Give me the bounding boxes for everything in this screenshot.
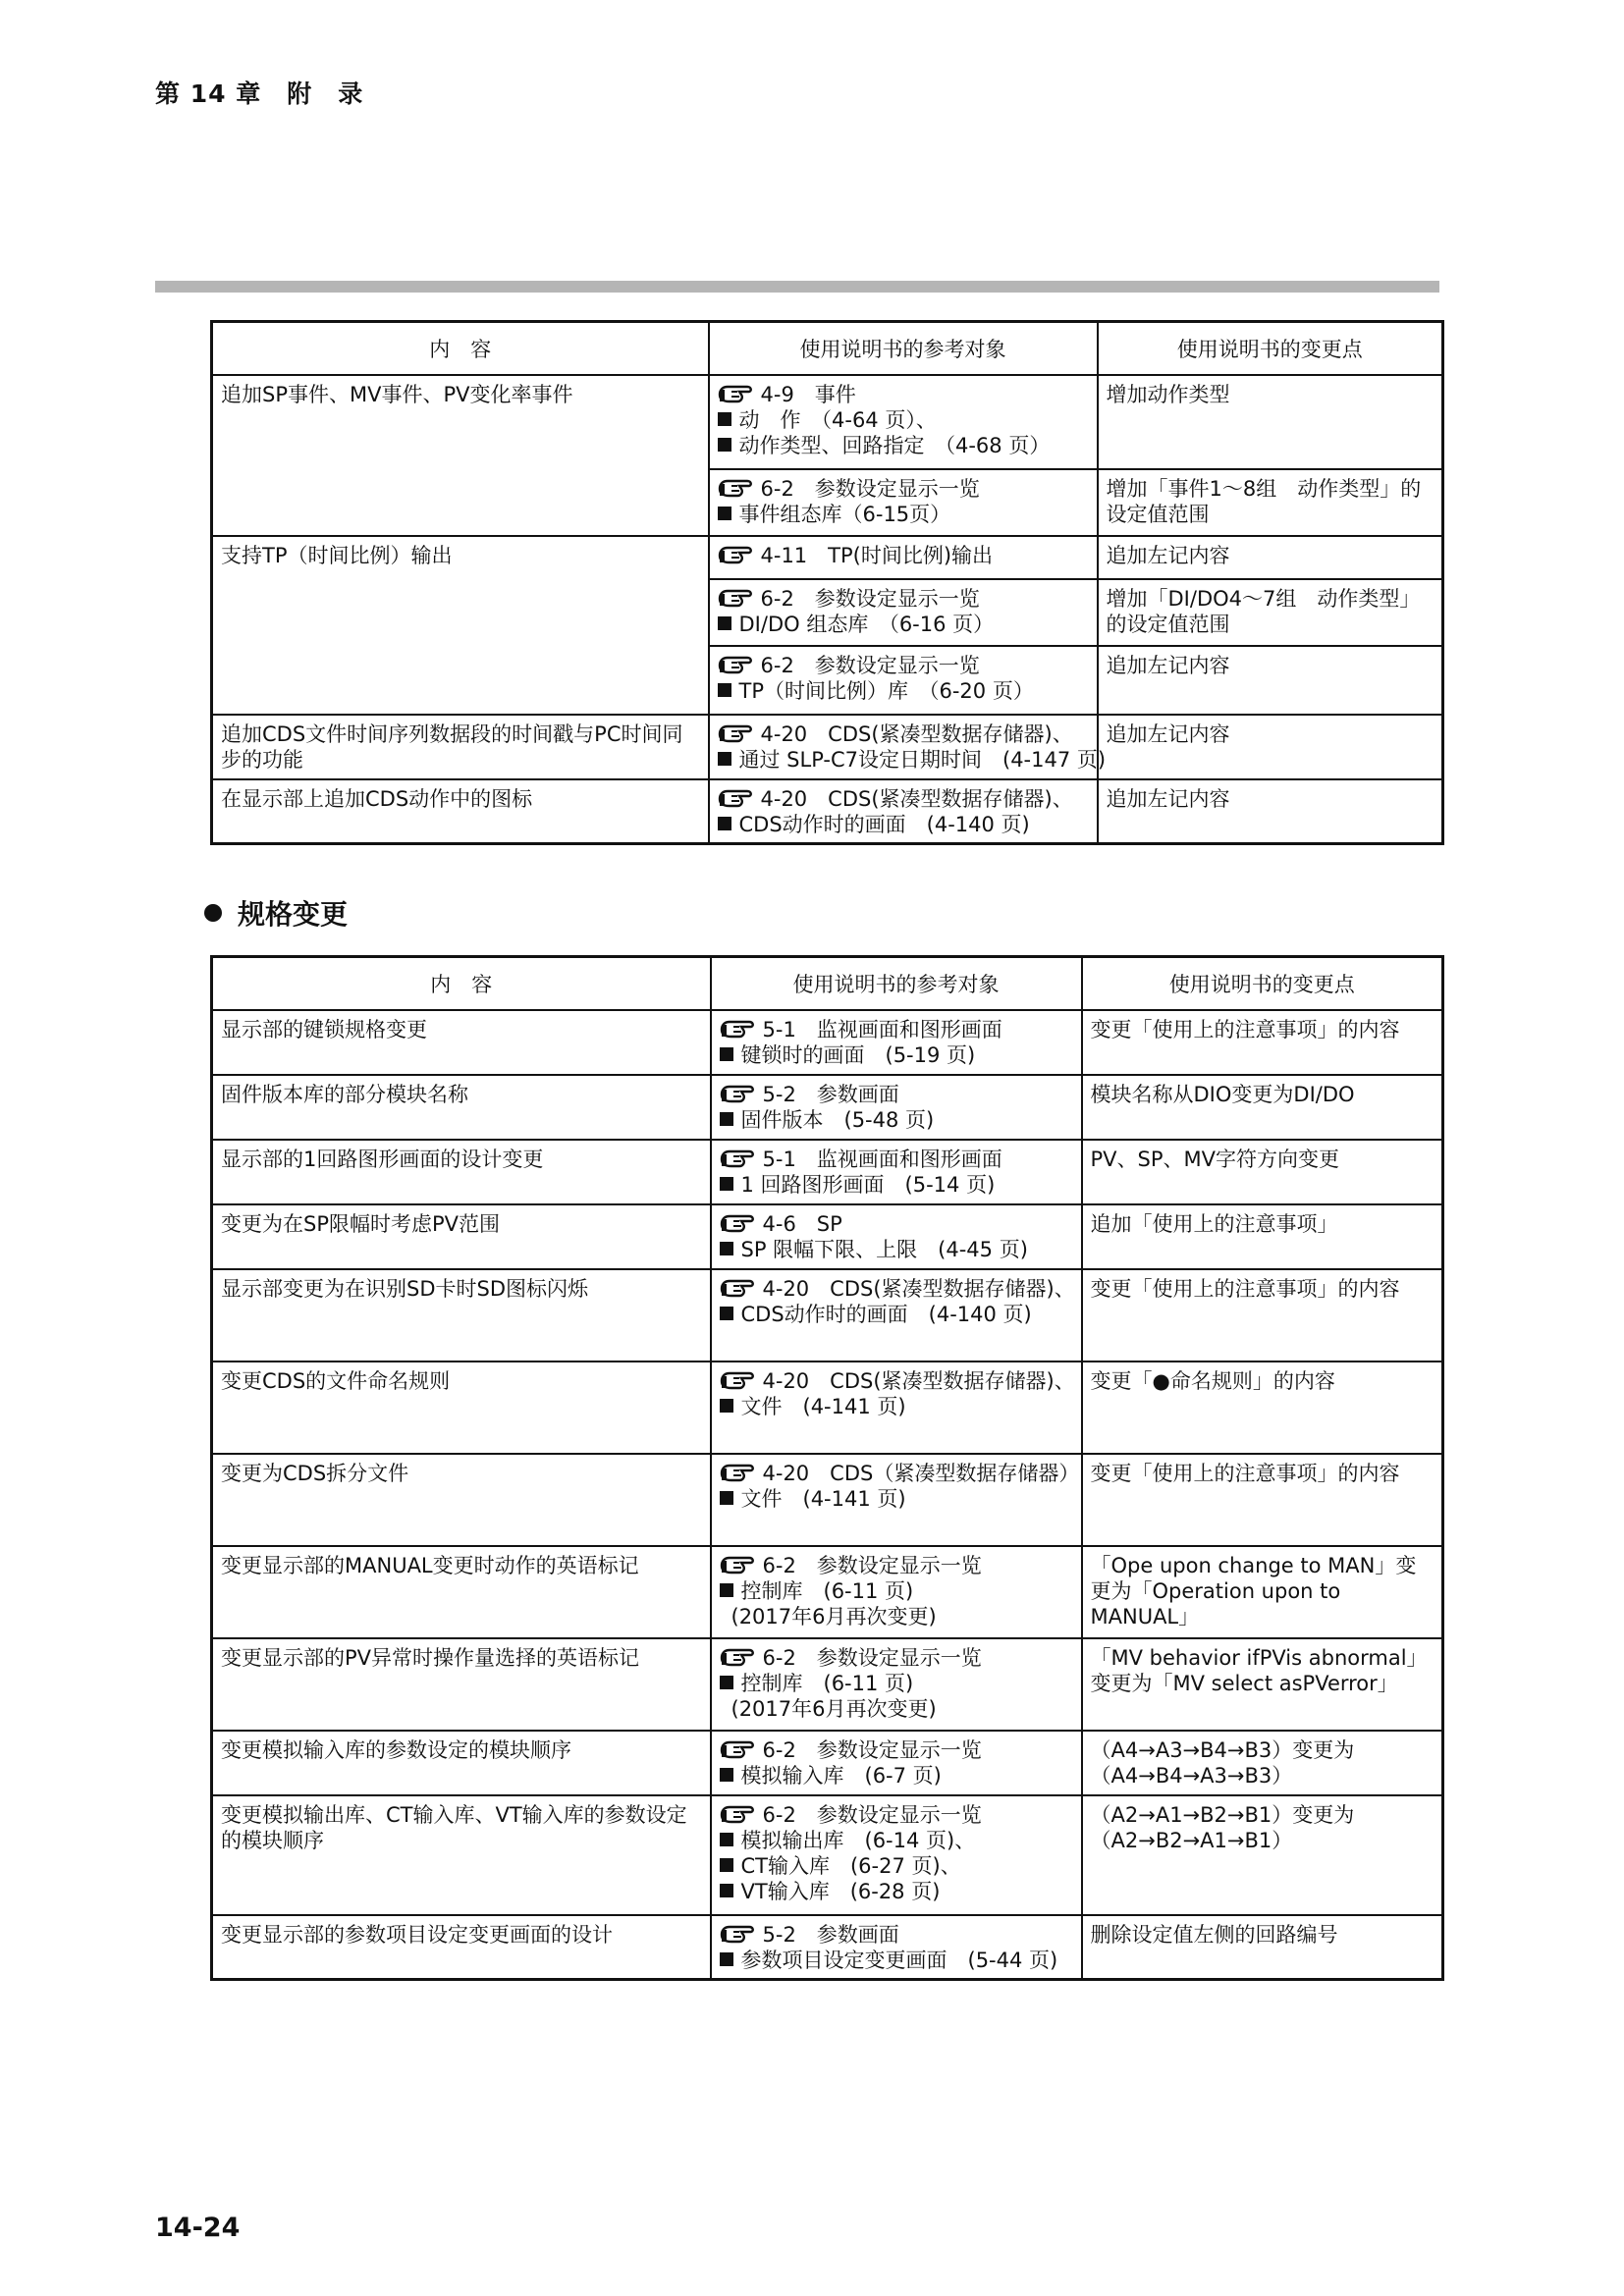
table-row — [212, 1204, 1443, 1269]
pointing-hand-icon — [718, 586, 757, 612]
header-divider-bar — [155, 281, 1439, 293]
header-change-point: 使用说明书的变更点 — [1098, 322, 1443, 375]
change-cell: 增加动作类型 — [1098, 375, 1443, 469]
reference-title: 4-20 CDS(紧凑型数据存储器)、 — [762, 1368, 1075, 1393]
change-cell: 变更「使用上的注意事项」的内容 — [1082, 1454, 1443, 1546]
content-cell: 显示部的1回路图形画面的设计变更 — [212, 1140, 711, 1204]
table-row — [212, 1638, 1443, 1731]
reference-cell — [711, 1638, 1082, 1731]
change-cell: 变更「●命名规则」的内容 — [1082, 1362, 1443, 1454]
pointing-hand-icon — [720, 1645, 759, 1671]
change-cell: 追加「使用上的注意事项」 — [1082, 1204, 1443, 1269]
reference-cell — [711, 1010, 1082, 1075]
change-cell: 追加左记内容 — [1098, 646, 1443, 715]
change-cell: 「MV behavior ifPVis abnormal」变更为「MV select asPVerror」 — [1082, 1638, 1443, 1731]
reference-item: 事件组态库（6-15页） — [718, 502, 1089, 527]
change-cell: 增加「事件1～8组 动作类型」的设定值范围 — [1098, 469, 1443, 536]
reference-item: 1 回路图形画面 (5-14 页) — [720, 1172, 1073, 1198]
changes-table-1 — [210, 320, 1444, 845]
reference-cell — [711, 1731, 1082, 1795]
pointing-hand-icon — [718, 543, 757, 568]
square-bullet-icon — [720, 1307, 733, 1320]
header-change-point: 使用说明书的变更点 — [1082, 957, 1443, 1010]
change-cell: 增加「DI/DO4～7组 动作类型」的设定值范围 — [1098, 579, 1443, 646]
reference-title: 4-11 TP(时间比例)输出 — [760, 543, 994, 567]
square-bullet-icon — [720, 1047, 733, 1061]
reference-item: 键锁时的画面 (5-19 页) — [720, 1042, 1073, 1068]
content-cell: 变更显示部的PV异常时操作量选择的英语标记 — [212, 1638, 711, 1731]
content-cell: 显示部变更为在识别SD卡时SD图标闪烁 — [212, 1269, 711, 1362]
square-bullet-icon — [720, 1833, 733, 1846]
section-title: 规格变更 — [204, 893, 348, 933]
reference-cell — [709, 779, 1098, 844]
reference-item: 模拟输入库 (6-7 页) — [720, 1763, 1073, 1789]
table-row — [212, 1915, 1443, 1980]
change-cell: （A2→A1→B2→B1）变更为（A2→B2→A1→B1） — [1082, 1795, 1443, 1915]
reference-item: 控制库 (6-11 页) — [720, 1671, 1073, 1696]
reference-cell — [709, 715, 1107, 779]
change-cell: 追加左记内容 — [1098, 536, 1443, 579]
reference-note: (2017年6月再次变更) — [731, 1604, 937, 1629]
square-bullet-icon — [718, 412, 731, 426]
table-row — [212, 1731, 1443, 1795]
square-bullet-icon — [718, 507, 731, 520]
reference-item: DI/DO 组态库 （6-16 页） — [718, 612, 1089, 637]
square-bullet-icon — [720, 1112, 733, 1126]
table-row — [212, 1362, 1443, 1454]
reference-item: CDS动作时的画面 (4-140 页) — [718, 812, 1089, 837]
content-cell: 变更为CDS拆分文件 — [212, 1454, 711, 1546]
square-bullet-icon — [718, 752, 731, 766]
content-cell: 追加SP事件、MV事件、PV变化率事件 — [212, 375, 709, 536]
reference-cell — [709, 469, 1098, 536]
square-bullet-icon — [720, 1583, 733, 1597]
reference-item: 文件 (4-141 页) — [720, 1394, 1073, 1419]
reference-cell — [711, 1454, 1082, 1546]
reference-item: 参数项目设定变更画面 (5-44 页) — [720, 1948, 1073, 1973]
content-cell: 变更模拟输出库、CT输入库、VT输入库的参数设定的模块顺序 — [212, 1795, 711, 1915]
content-cell: 支持TP（时间比例）输出 — [212, 536, 709, 715]
change-cell: 追加左记内容 — [1098, 779, 1443, 844]
reference-title: 6-2 参数设定显示一览 — [760, 653, 980, 677]
square-bullet-icon — [718, 683, 731, 697]
reference-title: 6-2 参数设定显示一览 — [760, 476, 980, 501]
reference-item: CDS动作时的画面 (4-140 页) — [720, 1302, 1073, 1327]
reference-title: 4-20 CDS(紧凑型数据存储器)、 — [762, 1276, 1075, 1301]
square-bullet-icon — [718, 616, 731, 630]
change-cell: 模块名称从DIO变更为DI/DO — [1082, 1075, 1443, 1140]
reference-title: 6-2 参数设定显示一览 — [762, 1645, 982, 1670]
reference-item: 控制库 (6-11 页) — [720, 1578, 1073, 1604]
table-row — [212, 1010, 1443, 1075]
pointing-hand-icon — [720, 1082, 759, 1107]
reference-title: 4-9 事件 — [760, 382, 856, 406]
table-row — [212, 1075, 1443, 1140]
reference-title: 4-20 CDS（紧凑型数据存储器） — [762, 1461, 1080, 1485]
reference-note: (2017年6月再次变更) — [731, 1696, 937, 1721]
square-bullet-icon — [720, 1177, 733, 1191]
reference-item: 动作类型、回路指定 （4-68 页） — [718, 433, 1089, 458]
reference-cell — [709, 646, 1098, 715]
pointing-hand-icon — [720, 1147, 759, 1172]
reference-title: 4-20 CDS(紧凑型数据存储器)、 — [760, 721, 1073, 746]
change-cell: PV、SP、MV字符方向变更 — [1082, 1140, 1443, 1204]
reference-item: 模拟输出库 (6-14 页)、 — [720, 1828, 1073, 1853]
reference-item: TP（时间比例）库 （6-20 页） — [718, 678, 1089, 704]
square-bullet-icon — [720, 1952, 733, 1966]
reference-item: CT输入库 (6-27 页)、 — [720, 1853, 1073, 1879]
change-cell: 「Ope upon change to MAN」变更为「Operation upon to MANUAL」 — [1082, 1546, 1443, 1638]
pointing-hand-icon — [720, 1276, 759, 1302]
changes-table-2 — [210, 955, 1444, 1981]
pointing-hand-icon — [718, 382, 757, 407]
content-cell: 变更模拟输入库的参数设定的模块顺序 — [212, 1731, 711, 1795]
table-header-row — [212, 957, 1443, 1010]
square-bullet-icon — [718, 438, 731, 452]
chapter-header: 第 14 章 附 录 — [155, 80, 364, 108]
content-cell: 在显示部上追加CDS动作中的图标 — [212, 779, 709, 844]
table-header-row — [212, 322, 1443, 375]
table-row — [212, 1546, 1443, 1638]
reference-title: 4-20 CDS(紧凑型数据存储器)、 — [760, 786, 1073, 811]
header-reference: 使用说明书的参考对象 — [709, 322, 1098, 375]
content-cell: 固件版本库的部分模块名称 — [212, 1075, 711, 1140]
reference-title: 5-2 参数画面 — [762, 1082, 899, 1106]
content-cell: 显示部的键锁规格变更 — [212, 1010, 711, 1075]
reference-title: 4-6 SP — [762, 1211, 842, 1236]
reference-cell — [711, 1546, 1082, 1638]
pointing-hand-icon — [718, 653, 757, 678]
content-cell: 变更为在SP限幅时考虑PV范围 — [212, 1204, 711, 1269]
square-bullet-icon — [720, 1768, 733, 1782]
pointing-hand-icon — [718, 721, 757, 747]
pointing-hand-icon — [720, 1211, 759, 1237]
header-content: 内 容 — [212, 957, 711, 1010]
square-bullet-icon — [720, 1491, 733, 1505]
table-row — [212, 1269, 1443, 1362]
reference-item: SP 限幅下限、上限 (4-45 页) — [720, 1237, 1073, 1262]
reference-item: VT输入库 (6-28 页) — [720, 1879, 1073, 1904]
pointing-hand-icon — [720, 1802, 759, 1828]
reference-cell — [709, 375, 1098, 469]
reference-item: 通过 SLP-C7设定日期时间 (4-147 页) — [718, 747, 1089, 773]
round-bullet-icon — [204, 904, 222, 922]
change-cell: 变更「使用上的注意事项」的内容 — [1082, 1010, 1443, 1075]
reference-cell — [711, 1204, 1082, 1269]
table-2-body — [212, 1010, 1443, 1980]
reference-title: 6-2 参数设定显示一览 — [760, 586, 980, 611]
change-cell: 追加左记内容 — [1098, 715, 1443, 779]
table-row — [212, 1454, 1443, 1546]
reference-cell — [711, 1075, 1082, 1140]
reference-cell — [711, 1269, 1082, 1362]
content-cell: 变更CDS的文件命名规则 — [212, 1362, 711, 1454]
reference-item: 文件 (4-141 页) — [720, 1486, 1073, 1512]
table-row — [212, 1795, 1443, 1915]
square-bullet-icon — [720, 1399, 733, 1413]
header-content: 内 容 — [212, 322, 709, 375]
reference-cell — [709, 536, 1098, 579]
reference-item: 动 作 （4-64 页）、 — [718, 407, 1089, 433]
content-cell: 变更显示部的参数项目设定变更画面的设计 — [212, 1915, 711, 1980]
pointing-hand-icon — [718, 786, 757, 812]
pointing-hand-icon — [720, 1553, 759, 1578]
table-row — [212, 536, 1443, 579]
table-row — [212, 1140, 1443, 1204]
reference-cell — [709, 579, 1098, 646]
square-bullet-icon — [720, 1884, 733, 1897]
content-cell: 变更显示部的MANUAL变更时动作的英语标记 — [212, 1546, 711, 1638]
pointing-hand-icon — [720, 1017, 759, 1042]
square-bullet-icon — [720, 1858, 733, 1872]
pointing-hand-icon — [720, 1737, 759, 1763]
header-reference: 使用说明书的参考对象 — [711, 957, 1082, 1010]
pointing-hand-icon — [718, 476, 757, 502]
table-row — [212, 715, 1443, 779]
reference-cell — [711, 1915, 1082, 1980]
square-bullet-icon — [718, 817, 731, 830]
change-cell: （A4→A3→B4→B3）变更为（A4→B4→A3→B3） — [1082, 1731, 1443, 1795]
page-number: 14-24 — [155, 2213, 241, 2243]
square-bullet-icon — [720, 1242, 733, 1255]
reference-title: 6-2 参数设定显示一览 — [762, 1553, 982, 1577]
pointing-hand-icon — [720, 1922, 759, 1948]
reference-title: 5-2 参数画面 — [762, 1922, 899, 1947]
square-bullet-icon — [720, 1676, 733, 1689]
reference-title: 5-1 监视画面和图形画面 — [762, 1147, 1002, 1171]
table-row — [212, 375, 1443, 469]
pointing-hand-icon — [720, 1461, 759, 1486]
content-cell: 追加CDS文件时间序列数据段的时间戳与PC时间同步的功能 — [212, 715, 709, 779]
table-row — [212, 779, 1443, 844]
reference-title: 5-1 监视画面和图形画面 — [762, 1017, 1002, 1041]
reference-title: 6-2 参数设定显示一览 — [762, 1737, 982, 1762]
change-cell: 变更「使用上的注意事项」的内容 — [1082, 1269, 1443, 1362]
change-cell: 删除设定值左侧的回路编号 — [1082, 1915, 1443, 1980]
reference-title: 6-2 参数设定显示一览 — [762, 1802, 982, 1827]
reference-cell — [711, 1140, 1082, 1204]
reference-cell — [711, 1362, 1082, 1454]
reference-cell — [711, 1795, 1082, 1915]
pointing-hand-icon — [720, 1368, 759, 1394]
reference-item: 固件版本 (5-48 页) — [720, 1107, 1073, 1133]
